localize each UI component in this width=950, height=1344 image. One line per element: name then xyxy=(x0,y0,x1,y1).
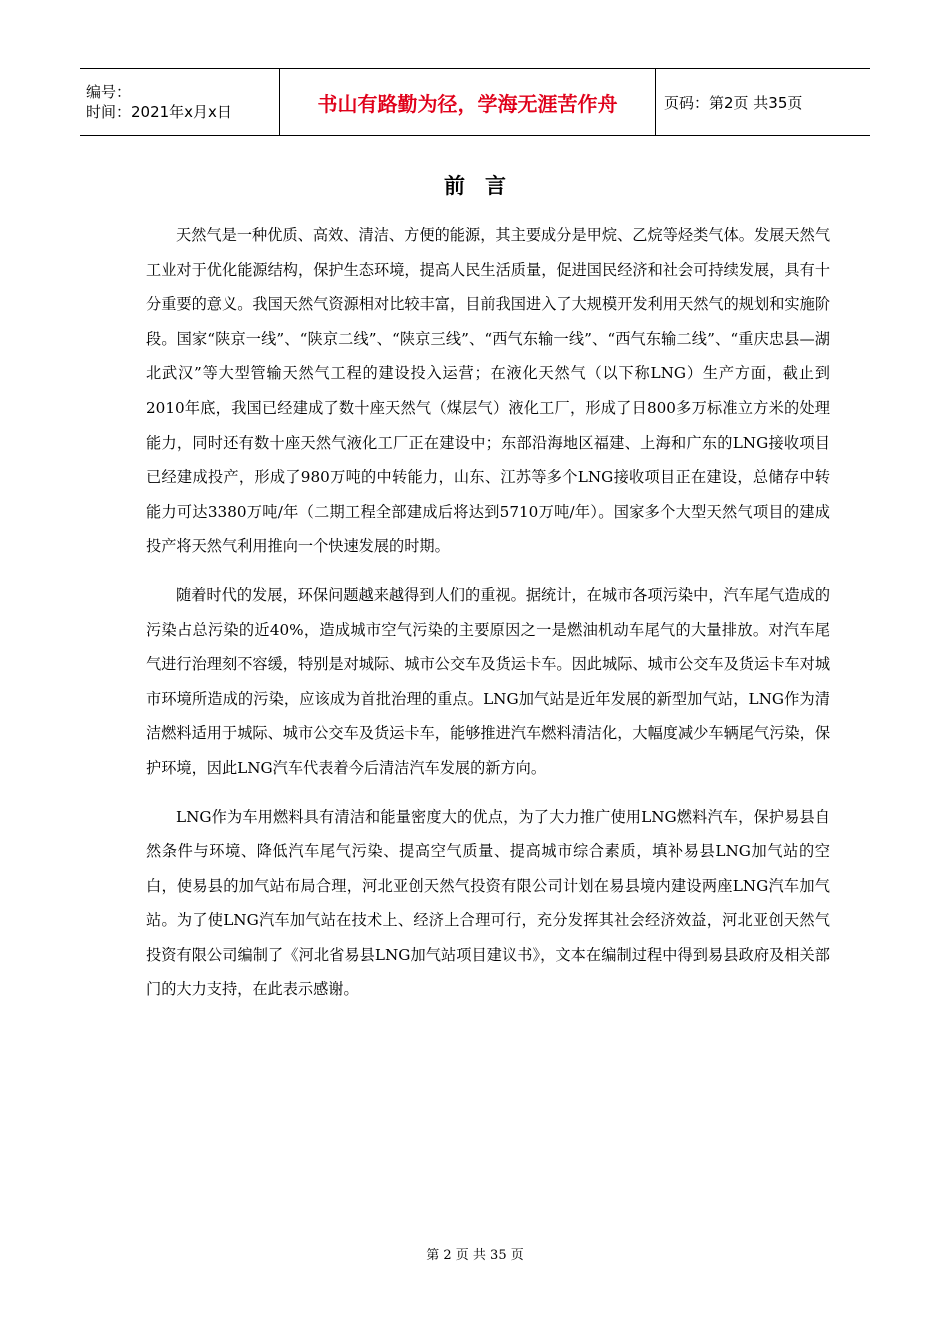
document-number-label: 编号： xyxy=(86,83,132,101)
document-body xyxy=(146,218,830,1021)
paragraph: 天然气是一种优质、高效、清洁、方便的能源，其主要成分是甲烷、乙烷等烃类气体。发展天然气工业对于优化能源结构，保护生态环境，提高人民生活质量，促进国民经济和社会可持续发展，具有十分重要的意义。我国天然气资源相对比较丰富，目前我国进入了大规模开发利用天然气的规划和实施阶段。国家“陕京一线”、“陕京二线”、“陕京三线”、“西气东输一线”、“西气东输二线”、“重庆忠县—湖北武汉”等大型管输天然气工程的建设投入运营；在液化天然气（以下称LNG）生产方面，截止到2010年底，我国已经建成了数十座天然气（煤层气）液化工厂，形成了日800多万标准立方米的处理能力，同时还有数十座天然气液化工厂正在建设中；东部沿海地区福建、上海和广东的LNG接收项目已经建成投产，形成了980万吨的中转能力，山东、江苏等多个LNG接收项目正在建设，总储存中转能力可达3380万吨/年（二期工程全部建成后将达到5710万吨/年）。国家多个大型天然气项目的建成投产将天然气利用推向一个快速发展的时期。 xyxy=(146,226,830,556)
page-title: 前言 xyxy=(444,174,526,198)
header-motto: 书山有路勤为径，学海无涯苦作舟 xyxy=(280,69,656,135)
paragraph: LNG作为车用燃料具有清洁和能量密度大的优点，为了大力推广使用LNG燃料汽车，保护易县自然条件与环境、降低汽车尾气污染、提高空气质量、提高城市综合素质，填补易县LNG加气站的空白，使易县的加气站布局合理，河北亚创天然气投资有限公司计划在易县境内建设两座LNG汽车加气站。为了使LNG汽车加气站在技术上、经济上合理可行，充分发挥其社会经济效益，河北亚创天然气投资有限公司编制了《河北省易县LNG加气站项目建议书》，文本在编制过程中得到易县政府及相关部门的大力支持，在此表示感谢。 xyxy=(146,807,830,999)
paragraph: 随着时代的发展，环保问题越来越得到人们的重视。据统计，在城市各项污染中，汽车尾气造成的污染占总污染的近40%，造成城市空气污染的主要原因之一是燃油机动车尾气的大量排放。对汽车尾气进行治理刻不容缓，特别是对城际、城市公交车及货运卡车。因此城际、城市公交车及货运卡车对城市环境所造成的污染，应该成为首批治理的重点。LNG加气站是近年发展的新型加气站，LNG作为清洁燃料适用于城际、城市公交车及货运卡车，能够推进汽车燃料清洁化，大幅度减少车辆尾气污染，保护环境，因此LNG汽车代表着今后清洁汽车发展的新方向。 xyxy=(146,585,830,777)
header-meta xyxy=(80,69,280,135)
page-header xyxy=(80,68,870,136)
document-date: 时间：2021年x月x日 xyxy=(86,103,232,121)
header-page-info: 页码：第2页 共35页 xyxy=(664,93,803,112)
page-footer: 第 2 页 共 35 页 xyxy=(426,1248,524,1263)
